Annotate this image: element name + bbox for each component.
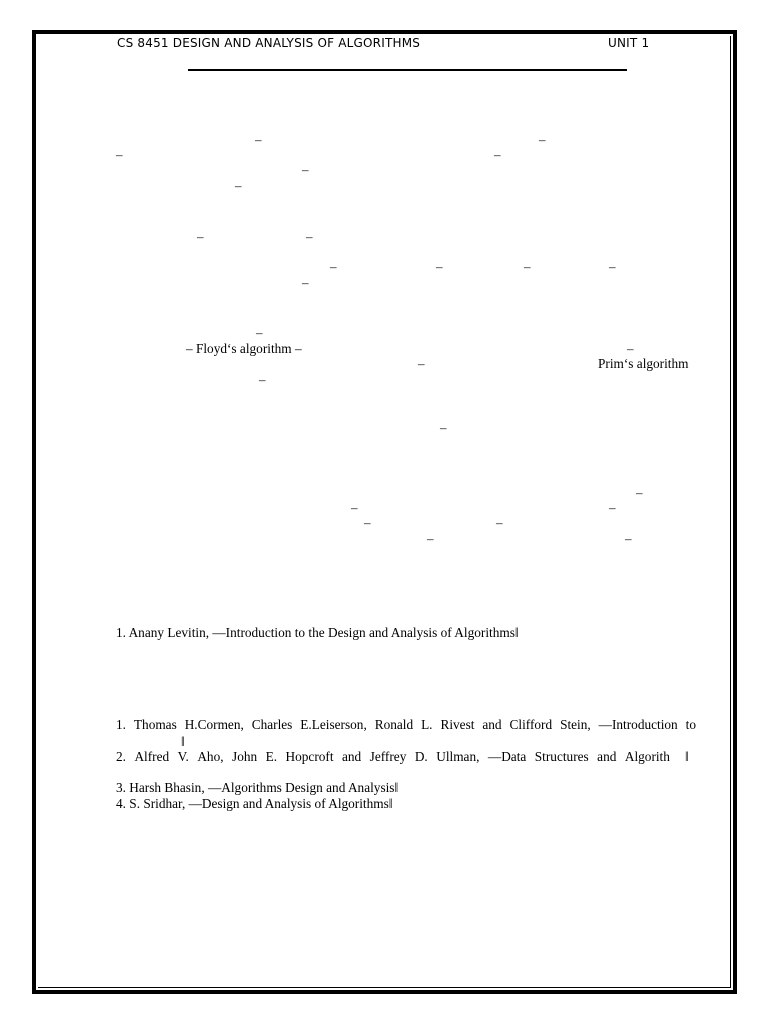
dash-glyph: – [609, 259, 616, 274]
dash-glyph: – [302, 162, 309, 177]
dash-glyph: – [440, 420, 447, 435]
ref-word: John [232, 749, 258, 764]
reference-item-3: 3. Harsh Bhasin, ―Algorithms Design and Analysis‖ [116, 780, 399, 795]
ref-word: Jeffrey [369, 749, 407, 764]
ref-word: E.Leiserson, [300, 717, 367, 732]
ref-word: E. [265, 749, 278, 764]
reference-item-4: 4. S. Sridhar, ―Design and Analysis of Algorithms‖ [116, 796, 393, 811]
dash-glyph: – [306, 229, 313, 244]
header-rule [188, 69, 627, 71]
ref-word: Alfred [134, 749, 170, 764]
ref-word: D. [414, 749, 428, 764]
ref-word: Ronald [374, 717, 414, 732]
ref-word: Hopcroft [285, 749, 334, 764]
dash-glyph: – [197, 229, 204, 244]
textbook-item: 1. Anany Levitin, ―Introduction to the Design and Analysis of Algorithms‖ [116, 625, 519, 640]
dash-glyph: – [496, 515, 503, 530]
ref-word: Clifford [509, 717, 553, 732]
dash-glyph: – [259, 372, 266, 387]
dash-glyph: – [302, 275, 309, 290]
dash-glyph: – [364, 515, 371, 530]
dash-glyph: – [625, 531, 632, 546]
dash-glyph: – [539, 132, 546, 147]
dash-glyph: – [255, 132, 262, 147]
ref-word: Rivest [440, 717, 475, 732]
ref-word: 2. [116, 749, 126, 764]
floyd-algorithm-text: – Floyd‘s algorithm – [186, 341, 302, 356]
reference-item-1 [116, 717, 696, 733]
ref-word: Thomas [133, 717, 177, 732]
reference-item-2 [116, 749, 670, 765]
header-unit-label: UNIT 1 [608, 36, 650, 50]
ref-word: ―Introduction [598, 717, 678, 732]
dash-glyph: – [636, 485, 643, 500]
ref-word: Structures [534, 749, 589, 764]
header-course-title: CS 8451 DESIGN AND ANALYSIS OF ALGORITHMS [117, 36, 421, 50]
dash-glyph: – [351, 500, 358, 515]
dash-glyph: – [418, 356, 425, 371]
ref-word: Aho, [197, 749, 224, 764]
reference-1-continuation: ‖ [181, 734, 185, 749]
ref-word: and [482, 717, 502, 732]
page-border [32, 30, 737, 994]
ref-word: Charles [251, 717, 293, 732]
ref-word: Algorith [624, 749, 670, 764]
dash-glyph: – [494, 147, 501, 162]
ref-word: to [685, 717, 696, 732]
ref-word: L. [421, 717, 433, 732]
ref-word: and [597, 749, 617, 764]
prim-algorithm-text: Prim‘s algorithm [598, 356, 689, 371]
ref-word: 1. [116, 717, 126, 732]
dash-glyph: – [627, 341, 634, 356]
ref-word: ―Data [487, 749, 527, 764]
dash-glyph: – [330, 259, 337, 274]
dash-glyph: – [609, 500, 616, 515]
ref-word: Ullman, [436, 749, 480, 764]
dash-glyph: – [116, 147, 123, 162]
ref-word: H.Cormen, [184, 717, 244, 732]
dash-glyph: – [524, 259, 531, 274]
ref-word: and [342, 749, 362, 764]
reference-2-end-mark: ‖ [685, 749, 689, 764]
dash-glyph: – [235, 178, 242, 193]
dash-glyph: – [436, 259, 443, 274]
dash-glyph: – [427, 531, 434, 546]
ref-word: V. [177, 749, 189, 764]
ref-word: Stein, [560, 717, 591, 732]
dash-glyph: – [256, 325, 263, 340]
